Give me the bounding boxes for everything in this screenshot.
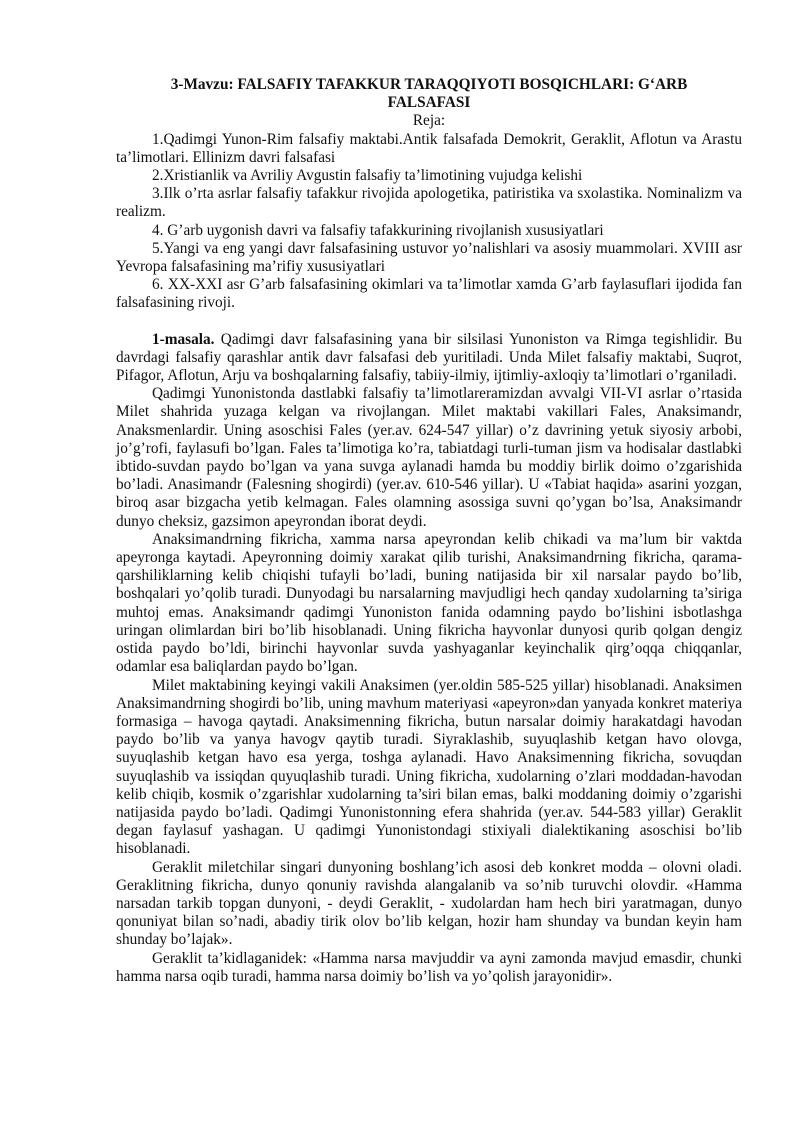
- plan-item-2: 2.Xristianlik va Avriliy Avgustin falsafiy ta’limotining vujudga kelishi: [152, 167, 583, 185]
- plan-item-3: 3.Ilk o’rta asrlar falsafiy tafakkur rivojida apologetika, patiristika va sxolastika. Nominalizm va realizm.: [116, 185, 742, 221]
- page-title: 3-Mavzu: FALSAFIY TAFAKKUR TARAQQIYOTI BOSQICHLARI: G‘ARB FALSAFASI: [170, 76, 688, 112]
- body-paragraph-3: Milet maktabining keyingi vakili Anaksimen (yer.oldin 585-525 yillar) hisoblanadi. Anaksimen Anaksimandrning shogirdi bo’lib, uning mavhum materiyasi «apeyron»dan yanyada konkret materiya formasiga – havoga qaytadi. Anaksimenning fikricha, butun narsalar doimiy harakatdagi havodan paydo bo’lib va yanya havogv qaytib turadi. Siyraklashib, suyuqlashib ketgan havo olovga, suyuqlashib ketgan havo esa yerga, toshga aylanadi. Havo Anaksimenning fikricha, sovuqdan suyuqlashib va issiqdan quyuqlashib turadi. Uning fikricha, xudolarning o’zlari moddadan-havodan kelib chiqib, kosmik o’zgarishlar xudolarning ta’siri bilan emas, balki moddaning doimiy o’zgarishi natijasida paydo bo’ladi. Qadimgi Yunonistonning efera shahrida (yer.av. 544-583 yillar) Geraklit degan faylasuf yashagan. U qadimgi Yunonistondagi stixiyali dialektikaning asoschisi bo’lib hisoblanadi.: [116, 676, 742, 858]
- body-paragraph-4: Geraklit miletchilar singari dunyoning boshlang’ich asosi deb konkret modda – olovni oladi. Geraklitning fikricha, dunyo qonuniy ravishda alangalanib va so’nib turuvchi olovdir. «Hamma narsadan tarkib topgan dunyoni, - deydi Geraklit, - xudolardan ham hech biri yaratmagan, dunyo qonuniyat bilan so’nadi, abadiy tirik olov bo’lib kelgan, hozir ham shunday va bundan keyin ham shunday bo’lajak».: [116, 858, 742, 949]
- plan-heading: Reja:: [412, 112, 446, 130]
- section-intro-text: Qadimgi davr falsafasining yana bir silsilasi Yunoniston va Rimga tegishlidir. Bu davrdagi falsafiy qarashlar antik davr falsafasi deb yuritiladi. Unda Milet falsafiy maktabi, Suqrot, Pifagor, Aflotun, Arju va boshqalarning falsafiy, tabiiy-ilmiy, ijtimliy-axloqiy ta’limotlari o’rganiladi.: [116, 330, 742, 385]
- body-paragraph-1: Qadimgi Yunonistonda dastlabki falsafiy ta’limotlareramizdan avvalgi VII-VI asrlar o’rtasida Milet shahrida yuzaga kelgan va rivojlangan. Milet maktabi vakillari Fales, Anaksimandr, Anaksmenlardir. Uning asoschisi Fales (yer.av. 624-547 yillar) o’z davrining yetuk siyosiy arbobi, jo’g’rofi, faylasufi bo’lgan. Fales ta’limotiga ko’ra, tabiatdagi turli-tuman jism va hodisalar dastlabki ibtido-suvdan paydo bo’lgan va yana suvga aylanadi hamda bu moddiy birlik doimo o’zgarishida bo’ladi. Anasimandr (Falesning shogirdi) (yer.av. 610-546 yillar). U «Tabiat haqida» asarini yozgan, biroq asar bizgacha yetib kelmagan. Fales olamning asossiga suvni qo’ygan bo’lsa, Anaksimandr dunyo cheksiz, gazsimon apeyrondan iborat deydi.: [116, 385, 742, 530]
- section-intro-paragraph: [116, 331, 742, 386]
- body-paragraph-5: Geraklit ta’kidlaganidek: «Hamma narsa mavjuddir va ayni zamonda mavjud emasdir, chunki hamma narsa oqib turadi, hamma narsa doimiy bo’lish va yo’qolish jarayonidir».: [116, 949, 742, 985]
- plan-item-4: 4. G’arb uygonish davri va falsafiy tafakkurining rivojlanish xususiyatlari: [152, 221, 604, 239]
- section-label: 1-masala.: [152, 330, 215, 348]
- plan-item-5: 5.Yangi va eng yangi davr falsafasining ustuvor yo’nalishlari va asosiy muammolari. XVIII asr Yevropa falsafasining ma’rifiy xususiyatlari: [116, 239, 742, 276]
- spacer: [116, 313, 742, 331]
- plan-item-6: 6. XX-XXI asr G’arb falsafasining okimlari va ta’limotlar xamda G’arb faylasuflari ijodida fan falsafasining rivoji.: [116, 276, 742, 312]
- plan-item-1: 1.Qadimgi Yunon-Rim falsafiy maktabi.Antik falsafada Demokrit, Geraklit, Aflotun va Arastu ta’limotlari. Ellinizm davri falsafasi: [116, 130, 742, 166]
- body-paragraph-2: Anaksimandrning fikricha, xamma narsa apeyrondan kelib chikadi va ma’lum bir vaktda apeyronga kaytadi. Apeyronning doimiy xarakat qilib turishi, Anaksimandrning fikricha, qarama-qarshiliklarning kelib chiqishi tufayli bo’ladi, buning natijasida bir xil narsalar paydo bo’lib, boshqalari yo’qolib turadi. Dunyodagi bu narsalarning mavjudligi hech qanday xudolarning ta’siriga muhtoj emas. Anaksimandr qadimgi Yunoniston fanida odamning paydo bo’lishini isbotlashga uringan olimlardan biri bo’lib hisoblanadi. Uning fikricha hayvonlar dunyosi qurib qolgan dengiz ostida paydo bo’ldi, birinchi hayvonlar suvda yashyaganlar keyinchalik qirg’oqqa chiqqanlar, odamlar esa baliqlardan paydo bo’lgan.: [116, 530, 742, 676]
